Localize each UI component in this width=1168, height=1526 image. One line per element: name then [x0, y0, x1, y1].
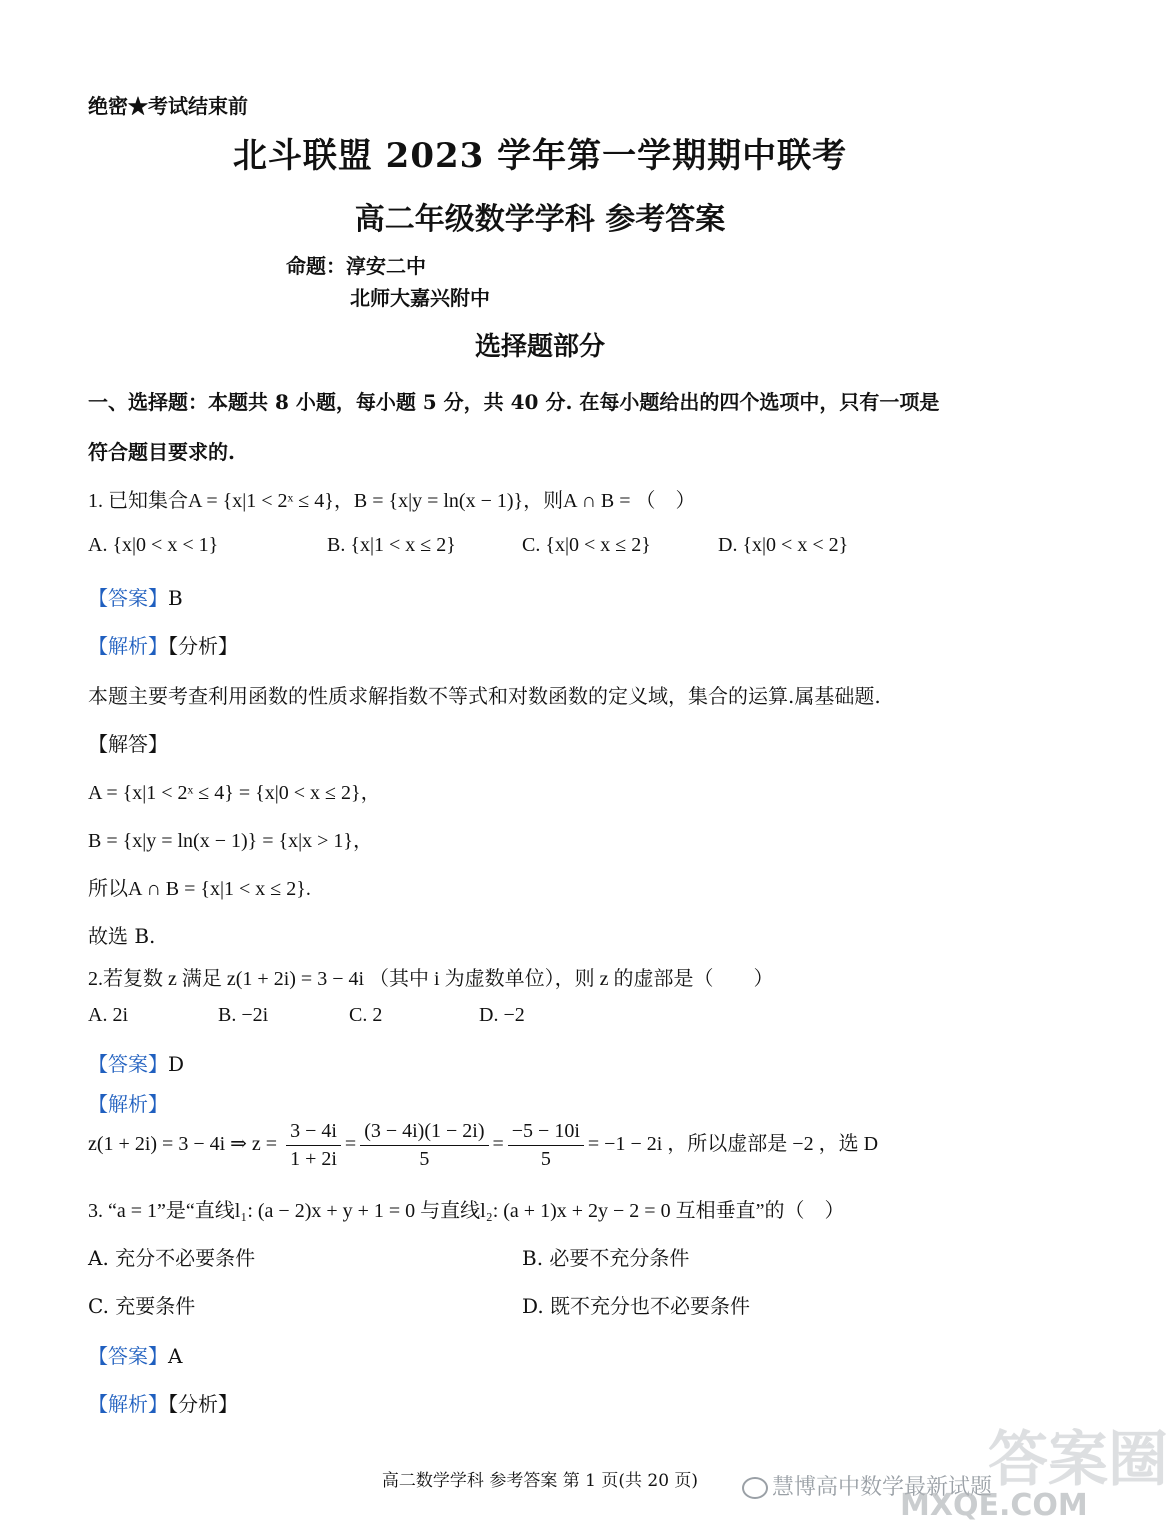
q2-answer-value: D	[168, 1052, 185, 1076]
answer-label: 【答案】	[88, 586, 168, 610]
q2-option-d: D. −2	[479, 1004, 525, 1026]
q1-option-d: D. {x|0 < x < 2}	[718, 534, 849, 556]
author-line-1: 命题：淳安二中	[286, 254, 426, 278]
q2-option-c: C. 2	[349, 1004, 383, 1026]
document-title: 北斗联盟 2023 学年第一学期期中联考	[232, 136, 848, 176]
instructions-line-1: 一、选择题：本题共 8 小题，每小题 5 分，共 40 分. 在每小题给出的四个选项中，只有一项是	[88, 390, 940, 414]
q3-option-b: B. 必要不充分条件	[522, 1246, 690, 1270]
document-subtitle: 高二年级数学学科 参考答案	[354, 202, 726, 237]
q1-analysis-header	[88, 630, 238, 659]
confidential-label: 绝密★考试结束前	[88, 94, 248, 118]
answer-label: 【答案】	[88, 1052, 168, 1076]
q2-solution-end: = −1 − 2i ，所以虚部是 −2 ，选 D	[587, 1133, 879, 1156]
analysis-sub-label: 【分析】	[168, 634, 238, 658]
q1-step-1: A = {x|1 < 2ˣ ≤ 4} = {x|0 < x ≤ 2}，	[88, 782, 381, 804]
q2-option-a: A. 2i	[88, 1004, 128, 1026]
q1-solution-label: 【解答】	[88, 732, 168, 756]
q3-option-a: A. 充分不必要条件	[88, 1246, 256, 1270]
q2-analysis-label: 【解析】	[88, 1092, 168, 1116]
page-footer: 高二数学学科 参考答案 第 1 页(共 20 页)	[381, 1471, 699, 1491]
q2-fraction-3: $\frac{-5 - 10i}{5}$	[508, 1120, 584, 1171]
watermark-text: 慧博高中数学最新试题	[742, 1470, 992, 1501]
q2-option-b: B. −2i	[218, 1004, 269, 1026]
watermark-logo: 答案圈	[988, 1425, 1168, 1495]
q2-solution-start: z(1 + 2i) = 3 − 4i ⇒ z =	[88, 1133, 278, 1156]
q1-answer-value: B	[168, 586, 183, 610]
q1-step-3: 所以A ∩ B = {x|1 < x ≤ 2}.	[88, 878, 311, 900]
q2-answer	[88, 1048, 184, 1077]
q1-stem: 1. 已知集合A = {x|1 < 2ˣ ≤ 4}，B = {x|y = ln(x − 1)}，则A ∩ B = （ ）	[88, 490, 696, 512]
q2-solution-equation: z(1 + 2i) = 3 − 4i ⇒ z = $\frac{3 - 4i}{1 + 2i}$ = $\frac{(3 - 4i)(1 - 2i)}{5}$ = $\frac{-5 - 10i}{5}$ = −1 − 2i ，所以虚部是 −2 ，选 D	[88, 1120, 879, 1170]
q2-fraction-1: $\frac{3 - 4i}{1 + 2i}$	[286, 1120, 341, 1171]
answer-label: 【答案】	[88, 1344, 168, 1368]
analysis-label: 【解析】	[88, 634, 168, 658]
instructions-line-2: 符合题目要求的.	[88, 440, 235, 464]
q3-option-d: D. 既不充分也不必要条件	[522, 1294, 751, 1318]
q2-stem: 2.若复数 z 满足 z(1 + 2i) = 3 − 4i （其中 i 为虚数单位），则 z 的虚部是（ ）	[88, 968, 774, 990]
watermark-site: MXQE.COM	[900, 1488, 1088, 1523]
q3-stem: 3. “a = 1”是“直线l₁: (a − 2)x + y + 1 = 0 与直线l₂: (a + 1)x + 2y − 2 = 0 互相垂直”的（ ）	[88, 1200, 845, 1222]
q3-answer-value: A	[168, 1344, 183, 1368]
q3-analysis-header	[88, 1388, 238, 1417]
section-title: 选择题部分	[474, 332, 605, 362]
q1-analysis-text: 本题主要考查利用函数的性质求解指数不等式和对数函数的定义域，集合的运算.属基础题.	[88, 684, 881, 708]
author-line-2: 北师大嘉兴附中	[350, 286, 490, 310]
q1-option-a: A. {x|0 < x < 1}	[88, 534, 219, 556]
analysis-sub-label: 【分析】	[168, 1392, 238, 1416]
q1-step-4: 故选 B.	[88, 924, 156, 948]
q1-option-c: C. {x|0 < x ≤ 2}	[522, 534, 651, 556]
q1-step-2: B = {x|y = ln(x − 1)} = {x|x > 1}，	[88, 830, 374, 852]
analysis-label: 【解析】	[88, 1392, 168, 1416]
q3-option-c: C. 充要条件	[88, 1294, 196, 1318]
q1-answer	[88, 582, 183, 611]
q1-option-b: B. {x|1 < x ≤ 2}	[327, 534, 456, 556]
wechat-icon	[742, 1477, 768, 1499]
q2-fraction-2: $\frac{(3 - 4i)(1 - 2i)}{5}$	[360, 1120, 488, 1171]
q3-answer	[88, 1340, 182, 1369]
